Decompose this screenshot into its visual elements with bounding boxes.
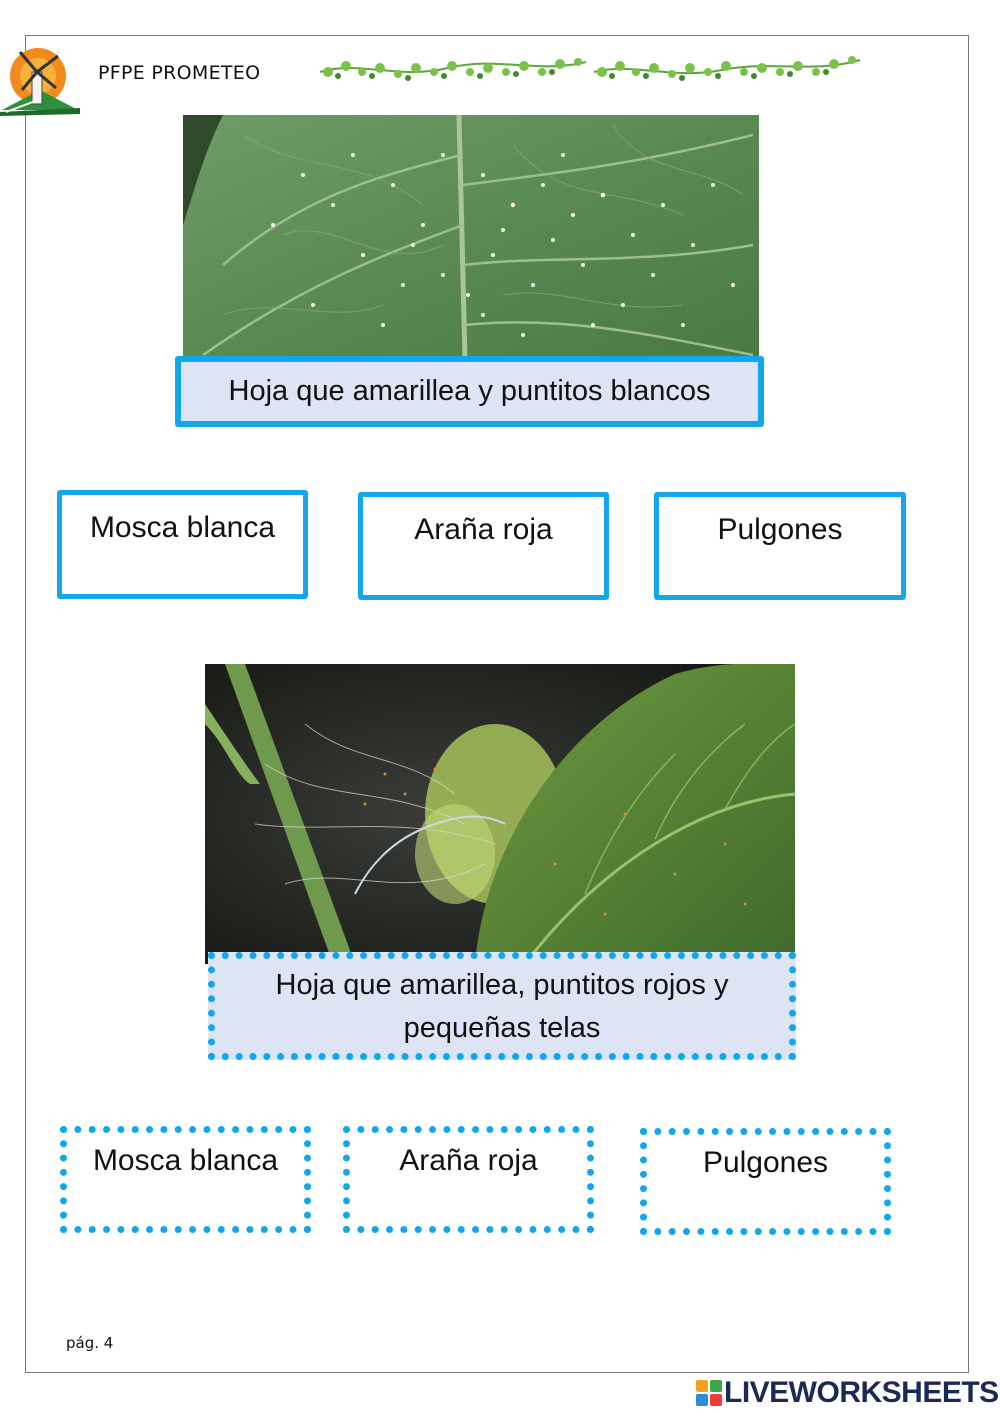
- option-label: Pulgones: [717, 513, 843, 546]
- option-label: Pulgones: [702, 1146, 829, 1179]
- liveworksheets-logo-icon: [696, 1380, 722, 1406]
- option-label: Mosca blanca: [89, 511, 276, 544]
- option-pulgones[interactable]: [640, 1128, 891, 1235]
- vine-decoration-icon: [592, 50, 862, 90]
- whitefly-leaf-photo: [183, 115, 759, 360]
- brand-name: LIVEWORKSHEETS: [724, 1376, 999, 1409]
- option-mosca-blanca[interactable]: [60, 1126, 311, 1233]
- description-text: Hoja que amarillea, puntitos rojos y pequeñas telas: [275, 969, 729, 1044]
- page-number: pág. 4: [66, 1334, 114, 1352]
- description-text: Hoja que amarillea y puntitos blancos: [228, 375, 711, 407]
- option-arana-roja[interactable]: [358, 492, 609, 600]
- vine-decoration-icon: [318, 50, 588, 90]
- option-mosca-blanca[interactable]: [57, 490, 308, 599]
- option-label: Araña roja: [414, 513, 553, 546]
- whitefly-description: [175, 356, 764, 427]
- option-label: Araña roja: [399, 1144, 538, 1177]
- org-name: PFPE PROMETEO: [98, 62, 261, 84]
- spider-mite-leaf-photo: [205, 664, 795, 964]
- option-label: Mosca blanca: [92, 1144, 279, 1177]
- spider-mite-description: [208, 952, 796, 1060]
- liveworksheets-logo: [696, 1376, 999, 1410]
- windmill-logo-icon: [0, 38, 80, 118]
- option-arana-roja[interactable]: [343, 1126, 594, 1233]
- option-pulgones[interactable]: [654, 492, 906, 600]
